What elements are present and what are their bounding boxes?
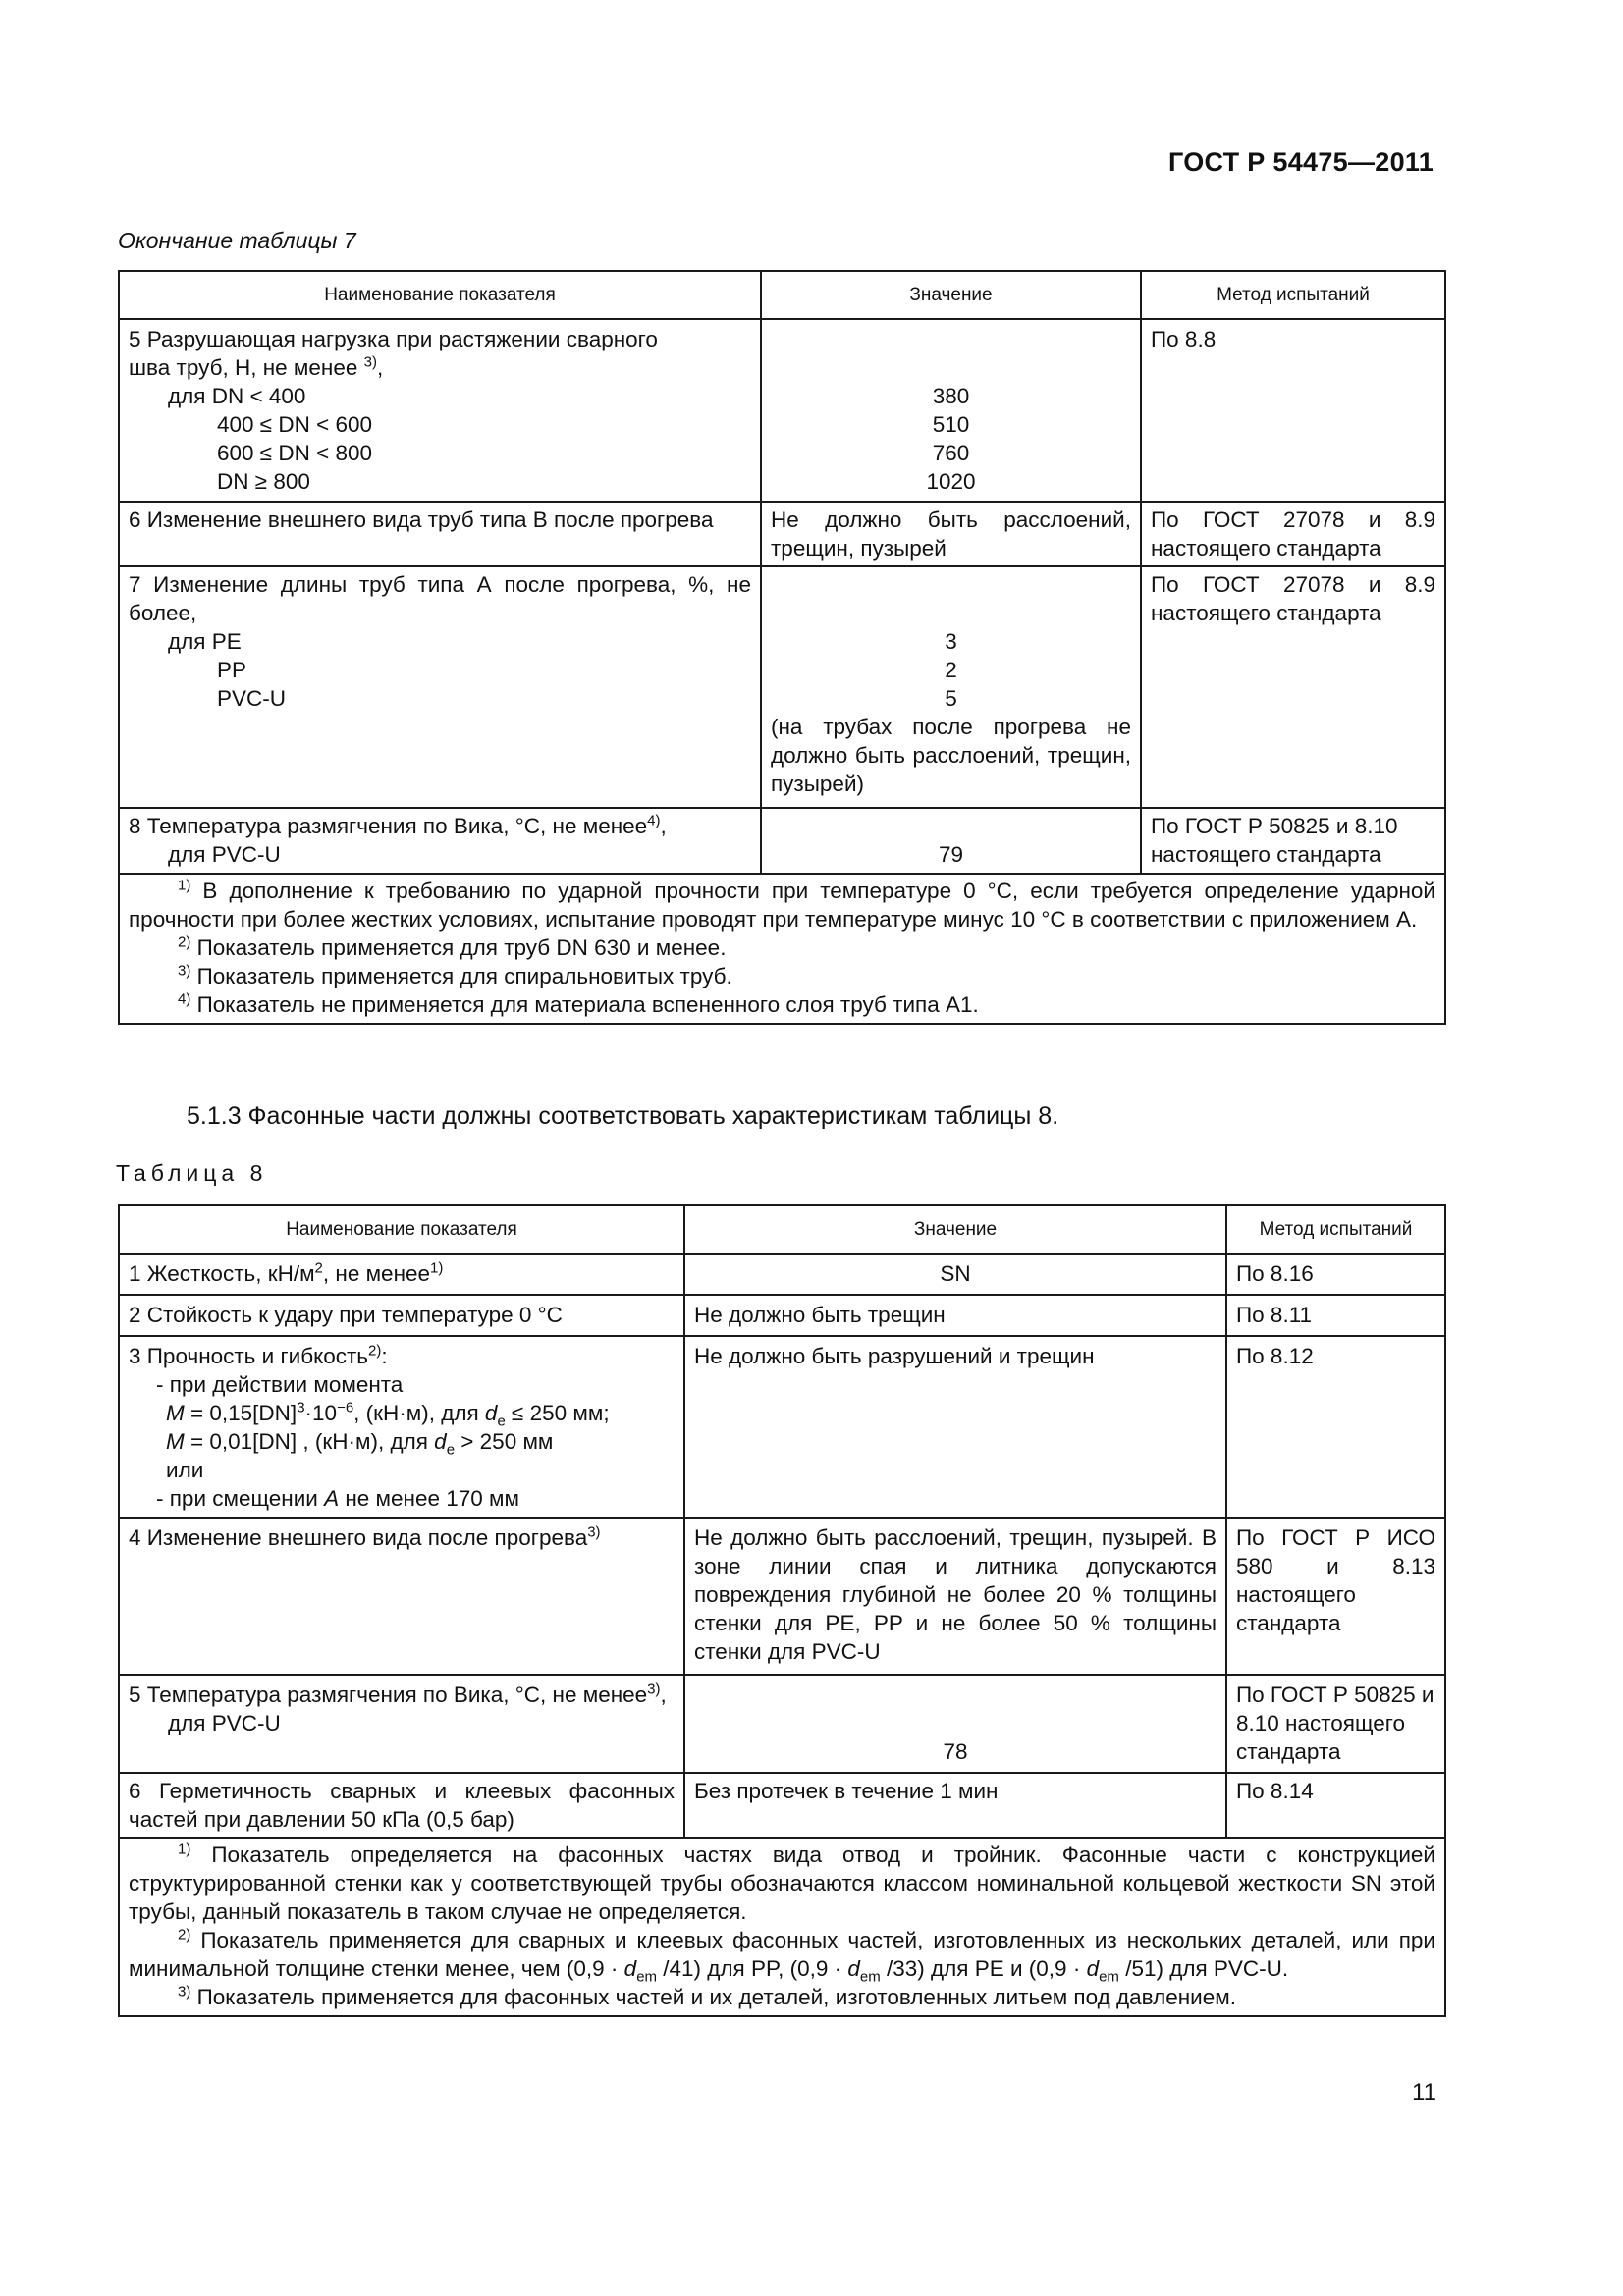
- row7-value-3: 5: [945, 686, 957, 711]
- row5-value-2: 510: [932, 412, 970, 437]
- row5-value-3: 760: [932, 441, 970, 465]
- t8-row6-method: По 8.14: [1226, 1773, 1445, 1838]
- footnote-1: $^{1)}$ В дополнение к требованию по ударной прочности при температуре 0 °С, если требуется определение ударной прочности при более жестких условиях, испытание проводят при температуре минус 10 °С в соответствии с приложением А.: [129, 877, 1435, 932]
- t8-row5-name: 5 Температура размягчения по Вика, °С, не менее$^{3)}$,: [129, 1681, 667, 1707]
- row5-value-4: 1020: [926, 469, 976, 494]
- t8-row3-value: Не должно быть разрушений и трещин: [684, 1336, 1226, 1518]
- col-header-method: Метод испытаний: [1141, 271, 1445, 319]
- t8-row1-name: 1 Жесткость, $кН/м^2$, не менее$^{1)}$: [119, 1254, 684, 1295]
- row5-sub-3: 600 ≤ DN < 800: [217, 441, 373, 465]
- row6-name: 6 Изменение внешнего вида труб типа В после прогрева: [119, 502, 761, 566]
- t8-row3-method: По 8.12: [1226, 1336, 1445, 1518]
- table-7: [118, 270, 1446, 1025]
- table-row: [119, 1518, 1445, 1675]
- col-header-name: Наименование показателя: [119, 271, 761, 319]
- row7-sub-2: PP: [217, 658, 247, 682]
- row7-method: По ГОСТ 27078 и 8.9 настоящего стандарта: [1141, 566, 1445, 808]
- row7-value-note: (на трубах после прогрева не должно быть расслоений, трещин, пузырей): [771, 715, 1131, 796]
- t8-row2-name: 2 Стойкость к удару при температуре 0 °С: [119, 1295, 684, 1336]
- row6-value: Не должно быть расслоений, трещин, пузырей: [761, 502, 1141, 566]
- table-row: [119, 1336, 1445, 1518]
- t8-row2-value: Не должно быть трещин: [684, 1295, 1226, 1336]
- footnote-4: $^{4)}$ Показатель не применяется для материала вспененного слоя труб типа А1.: [178, 990, 979, 1017]
- t8-row3-line2: $M = 0,15[DN]^3\cdot 10^{-6}$, (кН·м), для $d_e \le 250$ мм;: [166, 1399, 610, 1430]
- table-row: [119, 1675, 1445, 1773]
- row8-sub: для PVC-U: [168, 842, 281, 867]
- table-8: [118, 1204, 1446, 2017]
- page-number: 11: [1412, 2079, 1436, 2106]
- row7-sub-1: для PE: [168, 629, 242, 654]
- table8-footnotes: [119, 1838, 1445, 2016]
- table8-footnotes-row: [119, 1838, 1445, 2016]
- table7-footnotes: [119, 874, 1445, 1024]
- t8-row4-value: Не должно быть расслоений, трещин, пузырей. В зоне линии спая и литника допускаются повреждения глубиной не более 20 % толщины стенки для PE, PP и не более 50 % толщины стенки для PVC-U: [684, 1518, 1226, 1675]
- t8-footnote-3: $^{3)}$ Показатель применяется для фасонных частей и их деталей, изготовленных литьем под давлением.: [178, 1983, 1236, 2009]
- row7-value-1: 3: [945, 629, 957, 654]
- t8-row5-value: 78: [684, 1675, 1226, 1773]
- row8-method: По ГОСТ Р 50825 и 8.10 настоящего стандарта: [1141, 808, 1445, 874]
- row5-sub-2: 400 ≤ DN < 600: [217, 412, 373, 437]
- col-header-name: Наименование показателя: [119, 1205, 684, 1254]
- row8-name: 8 Температура размягчения по Вика, °С, не менее$^{4)}$,: [129, 812, 667, 838]
- footnote-3: $^{3)}$ Показатель применяется для спиральновитых труб.: [178, 962, 732, 988]
- col-header-value: Значение: [761, 271, 1141, 319]
- t8-row6-value: Без протечек в течение 1 мин: [684, 1773, 1226, 1838]
- t8-row3-name: 3 Прочность и гибкость$^{2)}$:: [129, 1342, 388, 1368]
- t8-footnote-1: $^{1)}$ Показатель определяется на фасонных частях вида отвод и тройник. Фасонные части с конструкцией структурированной стенки как у соответствующей трубы обозначаются классом номинальной кольцевой жесткости SN этой трубы, данный показатель в таком случае не определяется.: [129, 1841, 1435, 1924]
- row7-name: 7 Изменение длины труб типа А после прогрева, %, не более,: [129, 572, 751, 625]
- row5-value-1: 380: [932, 384, 970, 408]
- table8-caption: Таблица 8: [116, 1160, 268, 1186]
- t8-row4-name: 4 Изменение внешнего вида после прогрева$^{3)}$: [119, 1518, 684, 1675]
- table-row: [119, 566, 1445, 808]
- t8-row1-method: По 8.16: [1226, 1254, 1445, 1295]
- table-header-row: [119, 1205, 1445, 1254]
- table-row: [119, 319, 1445, 502]
- table-row: [119, 808, 1445, 874]
- t8-row6-name: 6 Герметичность сварных и клеевых фасонных частей при давлении 50 кПа (0,5 бар): [119, 1773, 684, 1838]
- t8-row3-line1: - при действии момента: [156, 1372, 404, 1397]
- table-row: [119, 1773, 1445, 1838]
- t8-row5-sub: для PVC-U: [168, 1711, 281, 1735]
- paragraph-5-1-3: 5.1.3 Фасонные части должны соответствовать характеристикам таблицы 8.: [187, 1102, 1059, 1130]
- table-header-row: [119, 271, 1445, 319]
- t8-row1-value: SN: [684, 1254, 1226, 1295]
- row5-name-line1: 5 Разрушающая нагрузка при растяжении сварного: [129, 327, 658, 351]
- table-row: [119, 1254, 1445, 1295]
- t8-row4-method: По ГОСТ Р ИСО 580 и 8.13 настоящего стандарта: [1226, 1518, 1445, 1675]
- table7-footnotes-row: [119, 874, 1445, 1024]
- row5-sub-4: DN ≥ 800: [217, 469, 310, 494]
- row5-name-line2: шва труб, Н, не менее $^{3)}$,: [129, 353, 384, 380]
- row5-method: По 8.8: [1141, 319, 1445, 502]
- table-row: [119, 502, 1445, 566]
- row7-sub-3: PVC-U: [217, 686, 287, 711]
- t8-footnote-2: $^{2)}$ Показатель применяется для сварных и клеевых фасонных частей, изготовленных из нескольких деталей, или при минимальной толщине стенки менее, чем ($0,9 \cdot d_{em}$ /41) для PP, ($0,9 \cdot d_{em}$ /33) для PE и ($0,9 \cdot d_{em}$ /51) для PVC-U.: [129, 1926, 1435, 1986]
- row5-sub-1: для DN < 400: [168, 384, 306, 408]
- t8-row3-line5: - при смещении A не менее 170 мм: [156, 1486, 519, 1511]
- col-header-value: Значение: [684, 1205, 1226, 1254]
- standard-designation: ГОСТ Р 54475—2011: [1168, 147, 1434, 177]
- t8-row3-line3: M = 0,01[DN] , (кН·м), для $d_e > 250$ мм: [166, 1429, 554, 1459]
- footnote-2: $^{2)}$ Показатель применяется для труб DN 630 и менее.: [178, 934, 727, 960]
- t8-row2-method: По 8.11: [1226, 1295, 1445, 1336]
- row7-value-2: 2: [945, 658, 957, 682]
- row8-value: 79: [761, 808, 1141, 874]
- t8-row5-method: По ГОСТ Р 50825 и 8.10 настоящего стандарта: [1226, 1675, 1445, 1773]
- row6-method: По ГОСТ 27078 и 8.9 настоящего стандарта: [1141, 502, 1445, 566]
- col-header-method: Метод испытаний: [1226, 1205, 1445, 1254]
- table7-caption: Окончание таблицы 7: [118, 228, 356, 253]
- table-row: [119, 1295, 1445, 1336]
- t8-row3-line4: или: [166, 1458, 204, 1482]
